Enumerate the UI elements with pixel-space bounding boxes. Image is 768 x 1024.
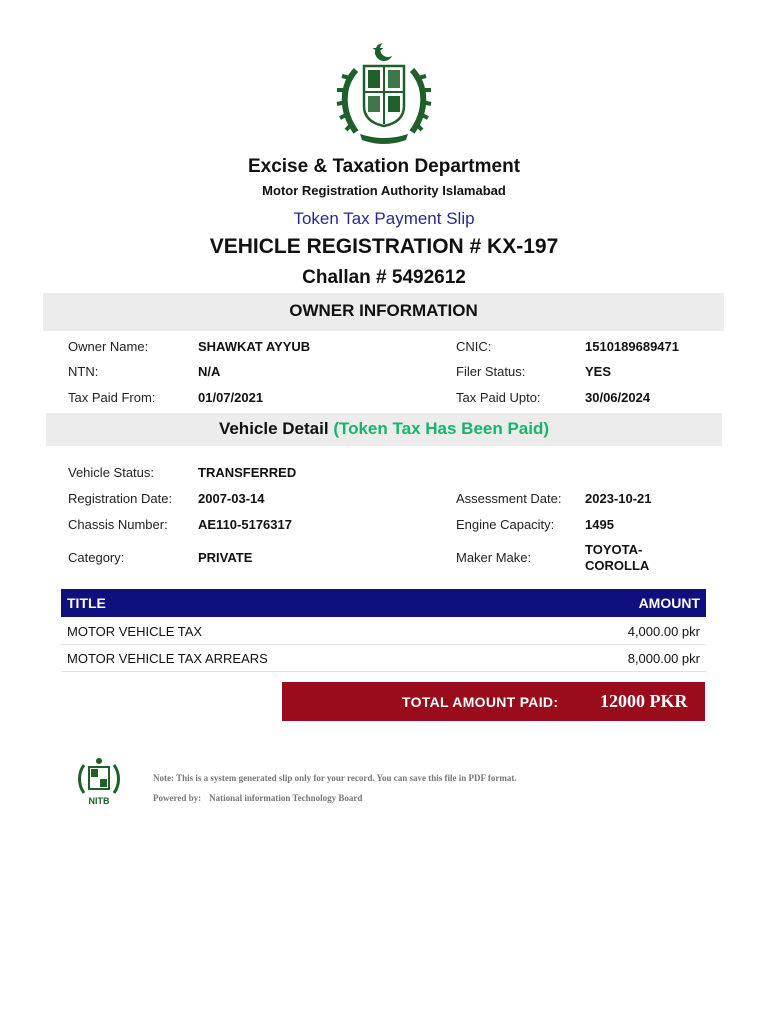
row-title: MOTOR VEHICLE TAX ARREARS: [67, 651, 268, 666]
powered-by-label: Powered by:: [153, 793, 202, 803]
slip-title: Token Tax Payment Slip: [293, 209, 475, 228]
authority-subtitle: Motor Registration Authority Islamabad: [262, 183, 506, 198]
chassis-number-label: Chassis Number:: [68, 517, 168, 532]
title-column-header: TITLE: [67, 595, 106, 611]
engine-capacity-label: Engine Capacity:: [456, 517, 555, 532]
vehicle-status-value: TRANSFERRED: [198, 465, 297, 480]
maker-label: Maker Make:: [456, 550, 532, 565]
cnic-value: 1510189689471: [585, 339, 679, 354]
ntn-value: N/A: [198, 364, 221, 379]
tax-paid-from-label: Tax Paid From:: [68, 390, 156, 405]
row-amount: 8,000.00 pkr: [627, 651, 700, 666]
tax-table-header: [61, 589, 706, 617]
department-title: Excise & Taxation Department: [247, 156, 521, 177]
registration-date-label: Registration Date:: [68, 491, 173, 506]
maker-value-line1: TOYOTA-: [585, 542, 643, 557]
category-label: Category:: [68, 550, 125, 565]
assessment-date-value: 2023-10-21: [585, 491, 652, 506]
owner-information-heading: OWNER INFORMATION: [43, 293, 724, 331]
total-amount-value: 12000 PKR: [600, 691, 688, 711]
registration-date-value: 2007-03-14: [198, 491, 265, 506]
assessment-date-label: Assessment Date:: [456, 491, 562, 506]
maker-value: [585, 542, 649, 574]
ntn-label: NTN:: [68, 364, 99, 379]
nitb-logo-text: NITB: [88, 796, 110, 806]
system-note: Note: This is a system generated slip only for your record. You can save this file in PDF format.: [153, 773, 517, 783]
nitb-logo-icon: [76, 755, 122, 807]
vehicle-detail-heading: [46, 413, 722, 446]
challan-number: Challan # 5492612: [302, 267, 466, 288]
category-value: PRIVATE: [198, 550, 253, 565]
engine-capacity-value: 1495: [585, 517, 614, 532]
amount-column-header: AMOUNT: [638, 595, 700, 611]
vehicle-detail-label: Vehicle Detail: [218, 419, 329, 438]
tax-paid-upto-value: 30/06/2024: [585, 390, 651, 405]
state-emblem-icon: [334, 40, 434, 148]
powered-by-value: National information Technology Board: [209, 793, 363, 803]
tax-paid-from-value: 01/07/2021: [198, 390, 264, 405]
table-row: [61, 618, 706, 645]
row-title: MOTOR VEHICLE TAX: [67, 624, 203, 639]
total-amount-label: TOTAL AMOUNT PAID:: [402, 694, 559, 710]
table-row: [61, 645, 706, 672]
filer-status-value: YES: [585, 364, 612, 379]
row-amount: 4,000.00 pkr: [627, 624, 700, 639]
chassis-number-value: AE110-5176317: [198, 517, 292, 532]
filer-status-label: Filer Status:: [456, 364, 526, 379]
owner-name-value: SHAWKAT AYYUB: [198, 339, 311, 354]
maker-value-line2: COROLLA: [585, 558, 650, 573]
vehicle-registration-heading: VEHICLE REGISTRATION # KX-197: [209, 235, 559, 258]
paid-status-text: (Token Tax Has Been Paid): [333, 419, 550, 438]
vehicle-status-label: Vehicle Status:: [68, 465, 154, 480]
cnic-label: CNIC:: [456, 339, 492, 354]
total-amount-box: [282, 682, 705, 721]
tax-paid-upto-label: Tax Paid Upto:: [456, 390, 541, 405]
powered-by-line: [153, 793, 362, 803]
owner-name-label: Owner Name:: [68, 339, 149, 354]
